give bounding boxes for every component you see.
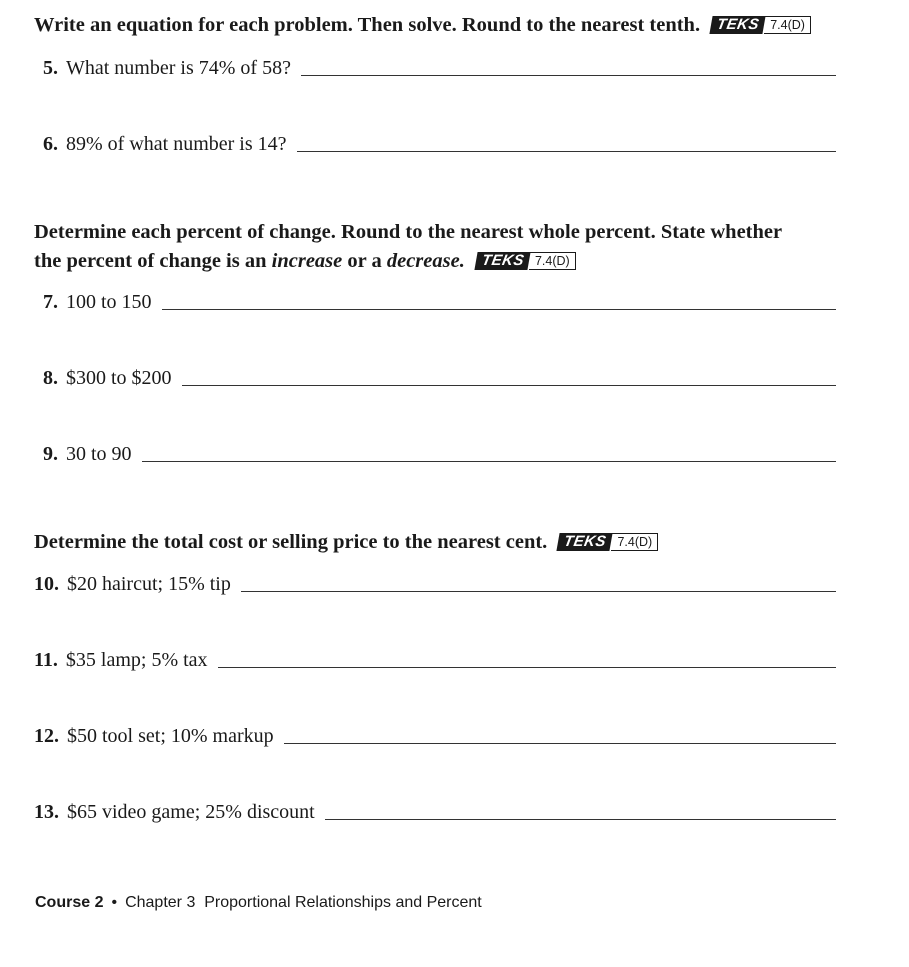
teks-badge <box>476 252 576 270</box>
problem-text: $65 video game; 25% discount <box>67 801 315 823</box>
problem-8 <box>43 365 836 391</box>
problem-number: 9. <box>43 443 58 465</box>
section-2-instruction-line-2 <box>34 247 782 276</box>
problem-7 <box>43 289 836 315</box>
problem-number: 5. <box>43 57 58 79</box>
page-footer <box>35 892 482 914</box>
problem-10 <box>34 571 836 597</box>
section-3-instruction-text: Determine the total cost or selling price to the nearest cent. <box>34 531 548 553</box>
instruction-emphasis-decrease: decrease. <box>386 250 465 272</box>
problem-12 <box>34 723 836 749</box>
footer-chapter: Chapter 3 Proportional Relationships and Percent <box>125 894 482 911</box>
instruction-text: the percent of change is an <box>34 250 272 272</box>
answer-line[interactable] <box>241 590 836 592</box>
teks-standard-code: 7.4(D) <box>764 16 811 34</box>
instruction-emphasis-increase: increase <box>271 250 343 272</box>
problem-text: $300 to $200 <box>66 367 172 389</box>
teks-badge <box>711 16 811 34</box>
answer-line[interactable] <box>142 460 836 462</box>
answer-line[interactable] <box>218 666 836 668</box>
teks-badge <box>558 533 658 551</box>
teks-logo: TEKS <box>557 533 613 551</box>
problem-number: 7. <box>43 291 58 313</box>
answer-line[interactable] <box>182 384 836 386</box>
section-1-instruction-text: Write an equation for each problem. Then solve. Round to the nearest tenth. <box>34 14 701 36</box>
teks-logo: TEKS <box>710 16 766 34</box>
problem-number: 12. <box>34 725 59 747</box>
problem-number: 6. <box>43 133 58 155</box>
section-2-instruction <box>34 218 782 276</box>
problem-number: 11. <box>34 649 58 671</box>
problem-number: 13. <box>34 801 59 823</box>
instruction-text: or a <box>342 250 387 272</box>
problem-text: $35 lamp; 5% tax <box>65 649 208 671</box>
problem-text: 89% of what number is 14? <box>66 133 287 155</box>
problem-number: 8. <box>43 367 58 389</box>
teks-standard-code: 7.4(D) <box>529 252 576 270</box>
teks-logo: TEKS <box>474 252 530 270</box>
section-2-instruction-line-1: Determine each percent of change. Round to the nearest whole percent. State whether <box>34 221 783 243</box>
answer-line[interactable] <box>301 74 836 76</box>
problem-number: 10. <box>34 573 59 595</box>
problem-6 <box>43 131 836 157</box>
section-1-instruction <box>34 11 811 40</box>
problem-text: 100 to 150 <box>66 291 152 313</box>
section-3-instruction <box>34 528 658 557</box>
footer-course: Course 2 <box>35 894 104 911</box>
problem-text: 30 to 90 <box>66 443 132 465</box>
answer-line[interactable] <box>162 308 836 310</box>
problem-11 <box>34 647 836 673</box>
teks-standard-code: 7.4(D) <box>611 533 658 551</box>
problem-5 <box>43 55 836 81</box>
problem-9 <box>43 441 836 467</box>
problem-text: $20 haircut; 15% tip <box>67 573 231 595</box>
problem-text: $50 tool set; 10% markup <box>67 725 274 747</box>
answer-line[interactable] <box>297 150 836 152</box>
footer-bullet: • <box>111 894 118 911</box>
problem-13 <box>34 799 836 825</box>
answer-line[interactable] <box>284 742 836 744</box>
answer-line[interactable] <box>325 818 836 820</box>
problem-text: What number is 74% of 58? <box>66 57 291 79</box>
